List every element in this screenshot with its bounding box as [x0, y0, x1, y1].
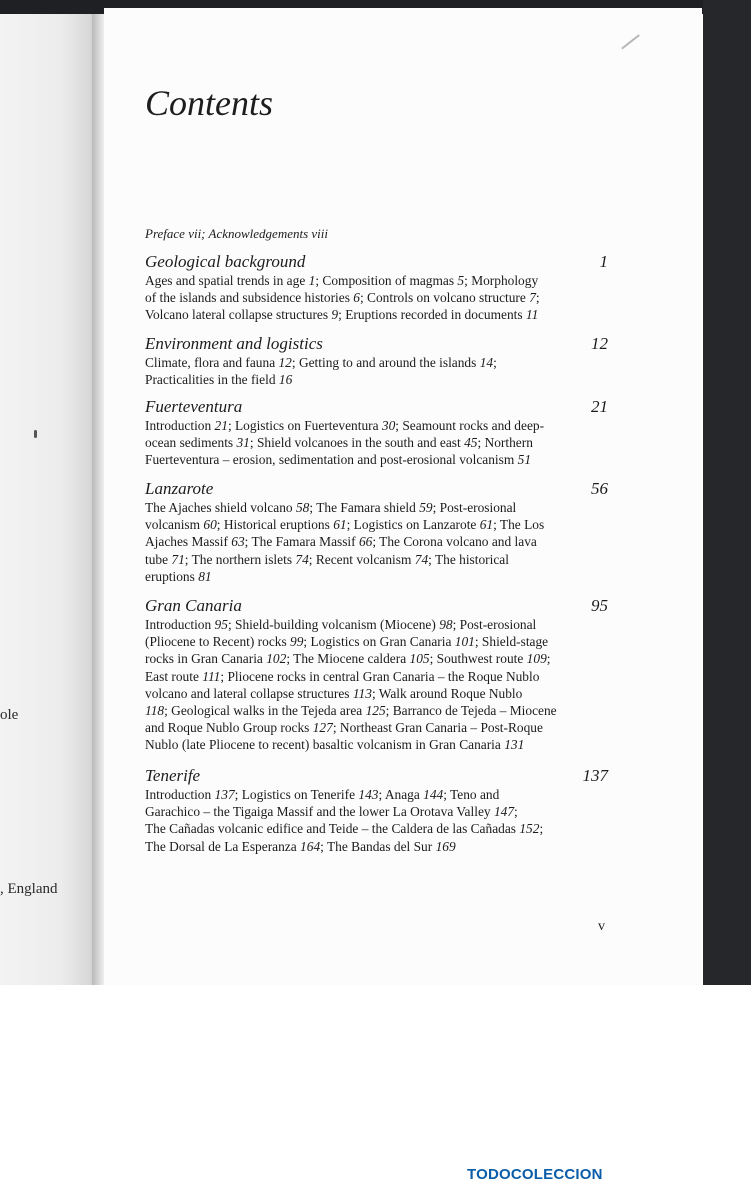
entry-text: ; Shield-building volcanism (Miocene) [227, 617, 440, 632]
entry-text: Ages and spatial trends in age [145, 273, 309, 288]
entry-page-ref: 1 [308, 273, 316, 288]
entry-page-ref: 14 [479, 355, 494, 370]
entry-page-ref: 30 [381, 418, 396, 433]
toc-entry-line [145, 719, 608, 736]
entry-text: The Dorsal de La Esperanza [145, 838, 301, 854]
entry-page-ref: 105 [409, 651, 430, 667]
entry-text: ; Recent volcanism [308, 551, 415, 567]
entry-page-ref: 101 [454, 634, 475, 650]
toc-entry-line [145, 616, 608, 633]
entry-text: volcano and lateral collapse structures [145, 685, 353, 701]
toc-entry-line [145, 786, 608, 803]
background-right [703, 0, 751, 990]
entry-text: ; Logistics on Tenerife [234, 787, 359, 802]
entry-text: ; Logistics on Lanzarote [346, 517, 480, 533]
entry-page-ref: 125 [365, 703, 386, 719]
entry-text: ; [514, 804, 518, 820]
entry-page-ref: 81 [198, 568, 212, 584]
entry-page-ref: 152 [519, 821, 540, 837]
entry-text: ; The northern islets [184, 551, 296, 567]
entry-text: ; Northern [477, 435, 533, 451]
toc-entry-line [145, 838, 608, 855]
entry-text: ; Morphology [464, 273, 539, 288]
toc-entry-line [145, 668, 608, 685]
entry-text: ; The Miocene caldera [286, 651, 410, 667]
toc-entry-line [145, 702, 608, 719]
entry-text: ; Shield-stage [474, 634, 549, 650]
entry-page-ref: 61 [479, 517, 494, 533]
entry-text: of the islands and subsidence histories [145, 290, 354, 306]
toc-section-heading [145, 334, 608, 354]
entry-page-ref: 102 [266, 651, 287, 667]
toc-entry-line [145, 434, 608, 451]
entry-page-ref: 63 [231, 534, 245, 550]
entry-text: Garachico – the Tigaiga Massif and the lower La Orotava Valley [145, 804, 494, 820]
toc-section-heading [145, 252, 608, 272]
toc-entry-line [145, 633, 608, 650]
background-bottom [0, 985, 751, 1200]
toc-section [145, 596, 608, 754]
section-page-number: 1 [599, 252, 608, 271]
toc-entry-line [145, 499, 608, 516]
toc-entry-line [145, 820, 608, 837]
toc-section-heading [145, 766, 608, 786]
entry-text: tube [145, 551, 172, 567]
entry-page-ref: 58 [295, 500, 310, 515]
watermark: TODOCOLECCION [467, 1166, 603, 1183]
entry-text: ; Logistics on Fuerteventura [227, 418, 382, 433]
toc-entry-line [145, 736, 608, 753]
entry-page-ref: 164 [300, 838, 321, 854]
section-page-number: 95 [591, 596, 608, 615]
entry-text: ; Eruptions recorded in documents [338, 307, 526, 323]
entry-page-ref: 113 [352, 685, 372, 701]
toc-section [145, 479, 608, 585]
entry-page-ref: 61 [333, 517, 347, 533]
section-title: Fuerteventura [145, 397, 243, 416]
entry-text: Ajaches Massif [145, 534, 232, 550]
entry-text: ; Post-erosional [452, 617, 537, 632]
left-page-fragment-ole: ole [0, 707, 19, 723]
toc-section [145, 397, 608, 469]
entry-page-ref: 144 [423, 787, 444, 802]
entry-text: ; Shield volcanoes in the south and east [249, 435, 465, 451]
entry-page-ref: 21 [214, 418, 228, 433]
entry-text: ; Anaga [378, 787, 424, 802]
entry-page-ref: 111 [202, 668, 221, 684]
entry-text: ; Barranco de Tejeda – Miocene [385, 703, 557, 719]
entry-text: ; [535, 290, 540, 306]
section-page-number: 12 [591, 334, 608, 353]
entry-text: ; [539, 821, 544, 837]
entry-text: ; The Bandas del Sur [320, 838, 436, 854]
toc-entry-line [145, 551, 608, 568]
toc-entry-line [145, 417, 608, 434]
section-title: Lanzarote [145, 479, 214, 498]
entry-page-ref: 137 [214, 787, 235, 802]
toc-entry-line [145, 272, 608, 289]
entry-page-ref: 9 [331, 307, 339, 323]
toc-entry-line [145, 354, 608, 371]
section-page-number: 137 [582, 766, 608, 785]
entry-page-ref: 45 [464, 435, 478, 451]
entry-page-ref: 12 [278, 355, 292, 370]
section-page-number: 56 [591, 479, 608, 498]
toc-section [145, 252, 608, 324]
entry-text: ; Teno and [443, 787, 500, 802]
entry-page-ref: 7 [529, 290, 536, 306]
entry-text: and Roque Nublo Group rocks [145, 720, 313, 736]
entry-page-ref: 169 [435, 838, 456, 854]
entry-text: Practicalities in the field [145, 372, 279, 388]
toc-entry-line [145, 289, 608, 306]
entry-page-ref: 118 [145, 703, 165, 719]
entry-text: ; The Famara Massif [244, 534, 359, 550]
page-number: v [598, 919, 605, 934]
section-title: Gran Canaria [145, 596, 242, 615]
entry-page-ref: 95 [214, 617, 228, 632]
toc-entry-line [145, 803, 608, 820]
entry-page-ref: 66 [358, 534, 373, 550]
left-page-fragment-england: , England [0, 881, 58, 897]
entry-text: rocks in Gran Canaria [145, 651, 267, 667]
previous-page [0, 0, 102, 985]
entry-text: eruptions [145, 568, 199, 584]
entry-text: ; Historical eruptions [216, 517, 334, 533]
entry-page-ref: 131 [504, 737, 525, 753]
entry-text: ; Northeast Gran Canaria – Post-Roque [332, 720, 543, 736]
toc-entry-line [145, 371, 608, 388]
section-title: Tenerife [145, 766, 201, 785]
page-title: Contents [145, 83, 274, 123]
entry-text: ; The historical [428, 551, 509, 567]
ink-speck [34, 430, 37, 438]
entry-text: ; Composition of magmas [315, 273, 458, 288]
entry-text: ; The Corona volcano and lava [372, 534, 537, 550]
entry-text: The Ajaches shield volcano [145, 500, 296, 515]
toc-section [145, 334, 608, 388]
entry-page-ref: 99 [290, 634, 304, 650]
entry-text: ; Logistics on Gran Canaria [303, 634, 455, 650]
entry-text: East route [145, 668, 203, 684]
preface-line: Preface vii; Acknowledgements viii [145, 226, 329, 241]
entry-text: Nublo (late Pliocene to recent) basaltic volcanism in Gran Canaria [145, 737, 505, 753]
toc-entry-line [145, 306, 608, 323]
toc-entry-line [145, 650, 608, 667]
entry-text: ; Walk around Roque Nublo [371, 685, 523, 701]
entry-page-ref: 16 [278, 372, 293, 388]
entry-text: The Cañadas volcanic edifice and Teide – the Caldera de las Cañadas [145, 821, 520, 837]
entry-text: ocean sediments [145, 435, 237, 451]
entry-page-ref: 109 [526, 651, 547, 667]
entry-page-ref: 74 [295, 551, 309, 567]
toc-entry-line [145, 533, 608, 550]
entry-text: ; Geological walks in the Tejeda area [164, 703, 366, 719]
entry-page-ref: 74 [414, 551, 429, 567]
section-title: Geological background [145, 252, 306, 271]
entry-page-ref: 60 [203, 517, 217, 533]
entry-page-ref: 147 [493, 804, 515, 820]
toc-section-heading [145, 479, 608, 499]
entry-text: volcanism [145, 517, 204, 533]
entry-text: ; Post-erosional [432, 500, 517, 515]
entry-text: (Pliocene to Recent) rocks [145, 634, 291, 650]
entry-page-ref: 31 [236, 435, 250, 451]
entry-page-ref: 59 [419, 500, 433, 515]
entry-text: Climate, flora and fauna [145, 355, 279, 370]
toc-entry-line [145, 516, 608, 533]
entry-page-ref: 143 [358, 787, 379, 802]
section-title: Environment and logistics [145, 334, 323, 353]
entry-text: ; Pliocene rocks in central Gran Canaria – the Roque Nublo [220, 668, 540, 684]
entry-text: ; Seamount rocks and deep- [395, 418, 545, 433]
entry-page-ref: 127 [312, 720, 333, 736]
entry-text: ; The Famara shield [309, 500, 420, 515]
entry-text: Fuerteventura – erosion, sedimentation and post-erosional volcanism [145, 452, 518, 468]
toc-section-heading [145, 596, 608, 616]
entry-page-ref: 71 [171, 551, 185, 567]
toc-section-heading [145, 397, 608, 417]
entry-page-ref: 51 [517, 452, 532, 468]
entry-text: ; Southwest route [429, 651, 527, 667]
entry-text: Introduction [145, 787, 215, 802]
entry-text: Volcano lateral collapse structures [145, 307, 332, 323]
toc-entry-line [145, 451, 608, 468]
entry-text: ; Getting to and around the islands [291, 355, 480, 370]
section-page-number: 21 [591, 397, 608, 416]
entry-page-ref: 11 [525, 307, 539, 323]
entry-page-ref: 6 [353, 290, 360, 306]
entry-text: Introduction [145, 418, 215, 433]
entry-text: ; [546, 651, 551, 667]
entry-text: ; The Los [493, 517, 545, 533]
toc-section [145, 766, 608, 855]
entry-text: ; Controls on volcano structure [359, 290, 530, 306]
toc-entry-line [145, 568, 608, 585]
toc-entry-line [145, 685, 608, 702]
entry-page-ref: 5 [457, 273, 465, 288]
entry-text: Introduction [145, 617, 215, 632]
entry-text: ; [493, 355, 497, 370]
entry-page-ref: 98 [439, 617, 453, 632]
